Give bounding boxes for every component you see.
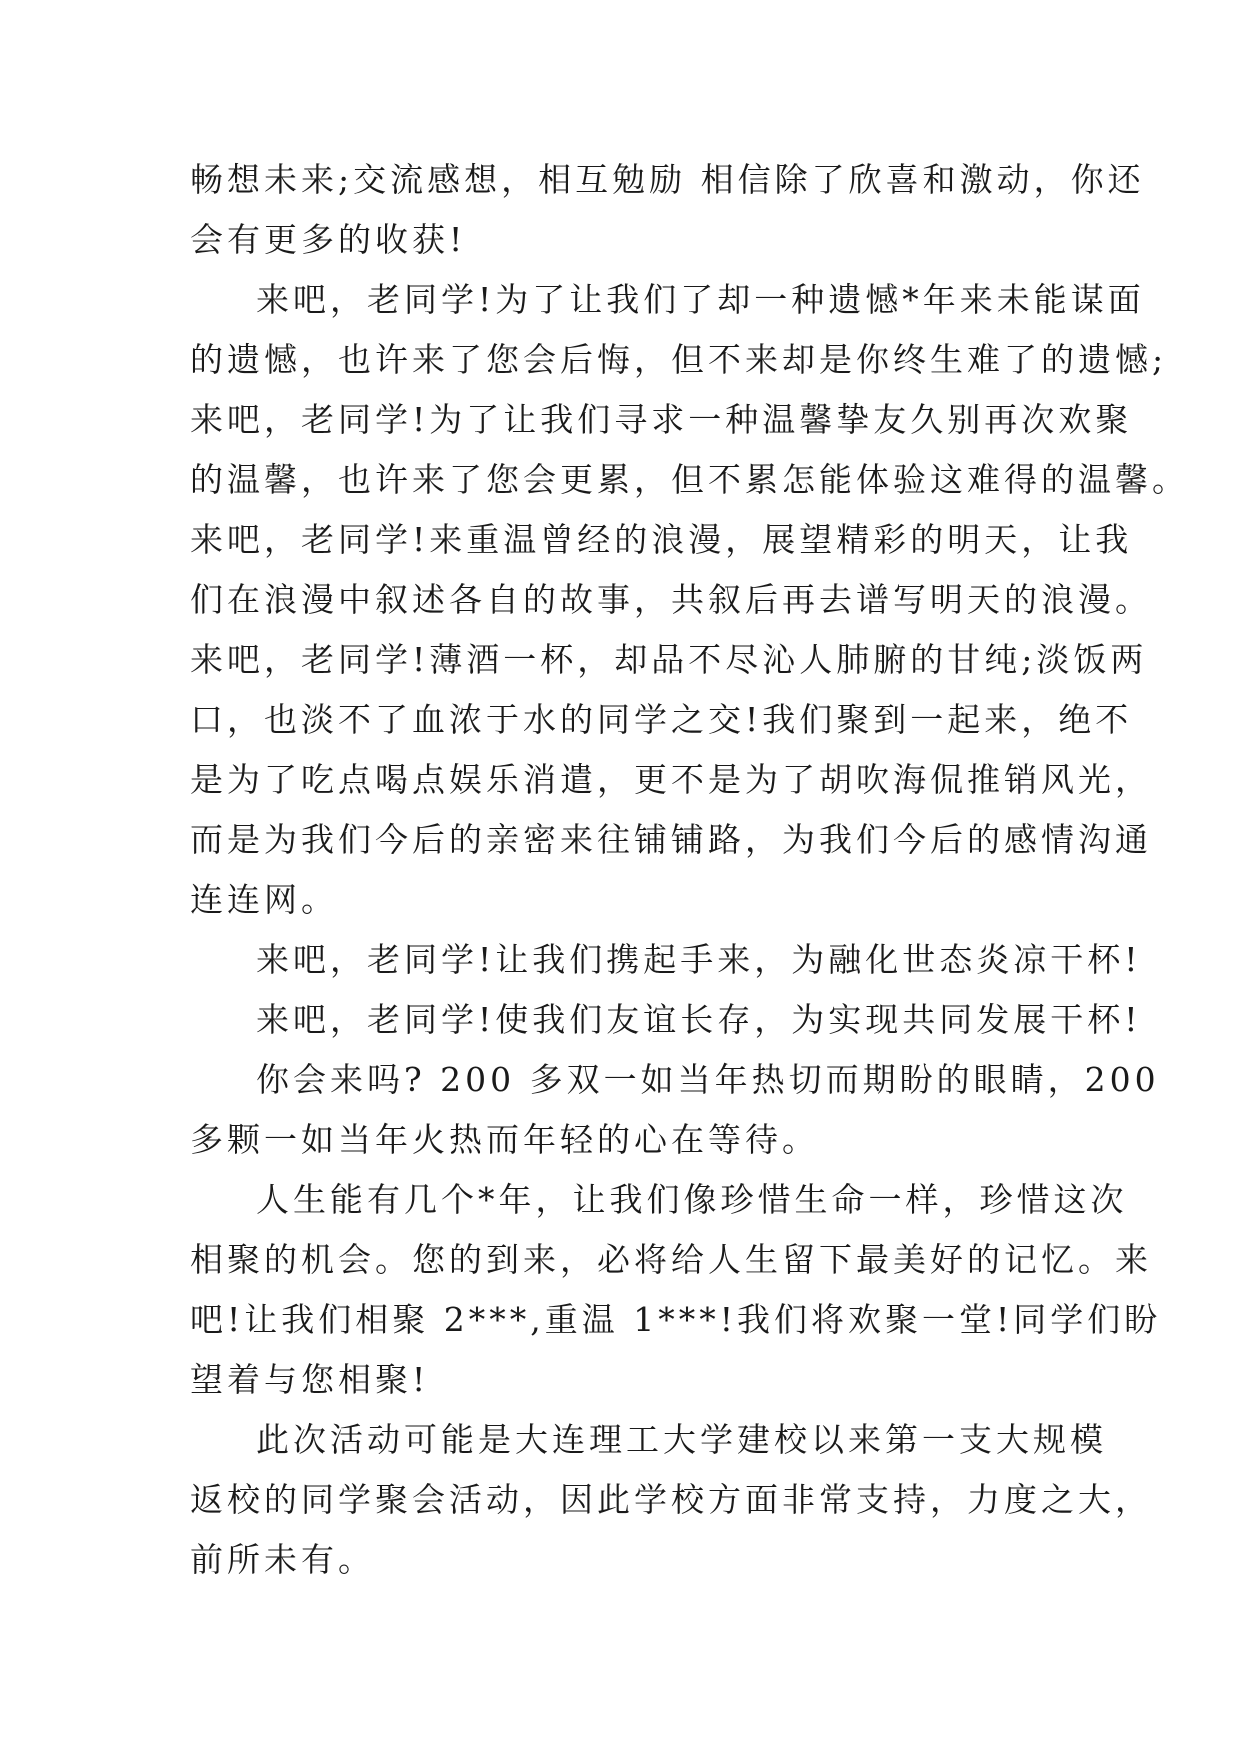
text-line: 来吧，老同学!薄酒一杯，却品不尽沁人肺腑的甘纯;淡饭两 xyxy=(190,640,1148,679)
text-line: 来吧，老同学!为了让我们寻求一种温馨挚友久别再次欢聚 xyxy=(190,400,1133,439)
text-line: 口，也淡不了血浓于水的同学之交!我们聚到一起来，绝不 xyxy=(190,700,1133,739)
text-line: 相聚的机会。您的到来，必将给人生留下最美好的记忆。来 xyxy=(190,1240,1152,1279)
text-line: 会有更多的收获! xyxy=(190,220,467,259)
text-line: 望着与您相聚! xyxy=(190,1360,430,1399)
text-line: 来吧，老同学!来重温曾经的浪漫，展望精彩的明天，让我 xyxy=(190,520,1133,559)
text-line: 们在浪漫中叙述各自的故事，共叙后再去谱写明天的浪漫。 xyxy=(190,580,1152,619)
body-text xyxy=(190,150,1189,1590)
text-line: 的温馨，也许来了您会更累，但不累怎能体验这难得的温馨。 xyxy=(190,460,1189,499)
text-line: 你会来吗? 200 多双一如当年热切而期盼的眼睛，200 xyxy=(256,1060,1160,1099)
text-line: 吧!让我们相聚 2***,重温 1***!我们将欢聚一堂!同学们盼 xyxy=(190,1300,1162,1339)
text-line: 的遗憾，也许来了您会后悔，但不来却是你终生难了的遗憾; xyxy=(190,340,1168,379)
text-line: 此次活动可能是大连理工大学建校以来第一支大规模 xyxy=(256,1420,1107,1459)
text-line: 来吧，老同学!使我们友谊长存，为实现共同发展干杯! xyxy=(256,1000,1142,1039)
text-line: 来吧，老同学!让我们携起手来，为融化世态炎凉干杯! xyxy=(256,940,1142,979)
text-line: 返校的同学聚会活动，因此学校方面非常支持，力度之大， xyxy=(190,1480,1152,1519)
text-line: 多颗一如当年火热而年轻的心在等待。 xyxy=(190,1120,819,1159)
text-line: 是为了吃点喝点娱乐消遣，更不是为了胡吹海侃推销风光， xyxy=(190,760,1152,799)
text-line: 而是为我们今后的亲密来往铺铺路，为我们今后的感情沟通 xyxy=(190,820,1152,859)
text-line: 畅想未来;交流感想，相互勉励 相信除了欣喜和激动，你还 xyxy=(190,160,1145,199)
text-line: 前所未有。 xyxy=(190,1540,375,1579)
text-line: 来吧，老同学!为了让我们了却一种遗憾*年来未能谋面 xyxy=(256,280,1145,319)
text-line: 人生能有几个*年，让我们像珍惜生命一样，珍惜这次 xyxy=(256,1180,1128,1219)
text-line: 连连网。 xyxy=(190,880,338,919)
